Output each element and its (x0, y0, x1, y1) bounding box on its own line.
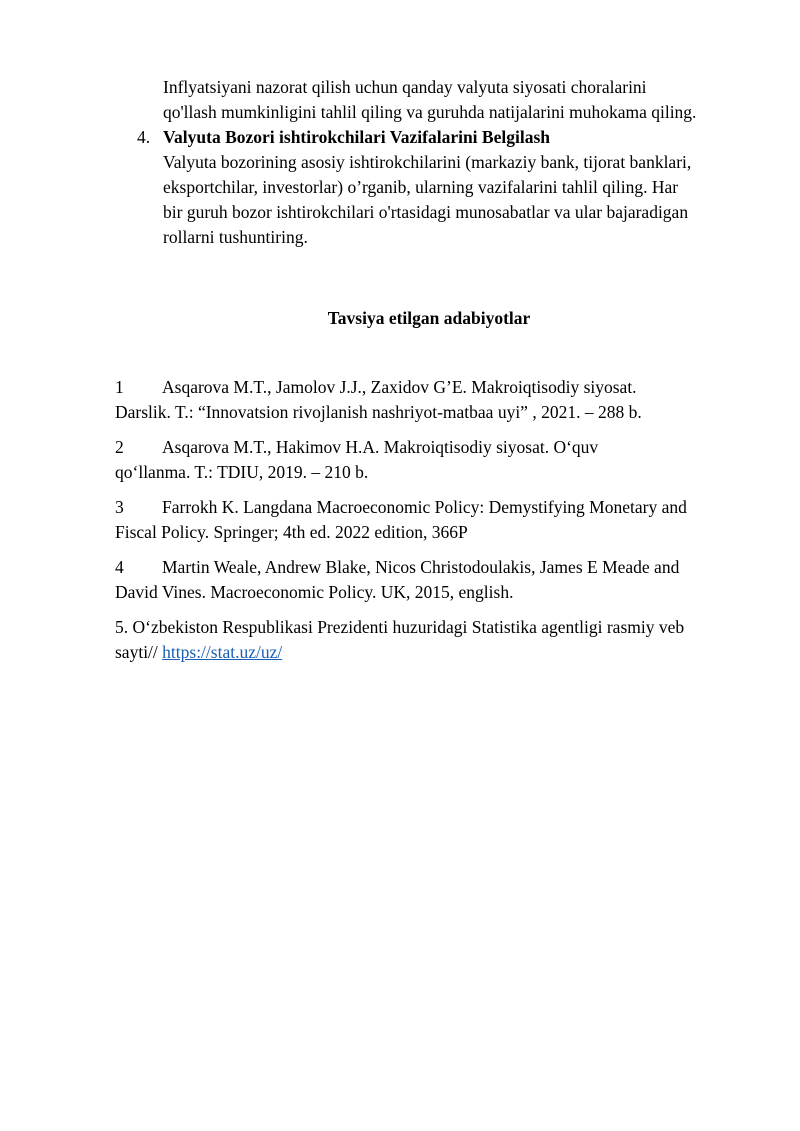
task-line: eksportchilar, investorlar) o’rganib, ularning vazifalarini tahlil qiling. Har (163, 177, 679, 197)
reference-item (115, 495, 745, 545)
reference-text: Fiscal Policy. Springer; 4th ed. 2022 edition, 366P (115, 522, 468, 542)
reference-text: qo‘llanma. T.: TDIU, 2019. – 210 b. (115, 462, 369, 482)
task-number: 4. (137, 127, 151, 147)
reference-text: 5. O‘zbekiston Respublikasi Prezidenti huzuridagi Statistika agentligi rasmiy veb (115, 617, 685, 637)
reference-text: Martin Weale, Andrew Blake, Nicos Christodoulakis, James E Meade and (162, 557, 680, 577)
reference-item (115, 555, 745, 605)
task-continuation (163, 75, 763, 125)
task-item-4 (137, 125, 763, 250)
reference-item (115, 615, 745, 665)
reference-list (115, 375, 745, 675)
reference-item (115, 435, 745, 485)
reference-number: 1 (115, 377, 124, 397)
task-line: rollarni tushuntiring. (163, 227, 308, 247)
task-continuation-line: Inflyatsiyani nazorat qilish uchun qanday valyuta siyosati choralarini (163, 77, 647, 97)
reference-text: David Vines. Macroeconomic Policy. UK, 2015, english. (115, 582, 514, 602)
reference-number: 3 (115, 497, 124, 517)
reference-item (115, 375, 745, 425)
reference-text: Farrokh K. Langdana Macroeconomic Policy: Demystifying Monetary and (162, 497, 687, 517)
task-continuation-line: qo'llash mumkinligini tahlil qiling va guruhda natijalarini muhokama qiling. (163, 102, 697, 122)
task-title: Valyuta Bozori ishtirokchilari Vazifalarini Belgilash (163, 127, 550, 147)
section-heading: Tavsiya etilgan adabiyotlar (327, 308, 531, 328)
reference-number: 2 (115, 437, 124, 457)
reference-text: sayti// (115, 642, 163, 662)
statistics-website-link[interactable]: https://stat.uz/uz/ (162, 642, 283, 662)
reference-text: Asqarova M.T., Hakimov H.A. Makroiqtisodiy siyosat. O‘quv (162, 437, 599, 457)
reference-number: 4 (115, 557, 124, 577)
task-line: bir guruh bozor ishtirokchilari o'rtasidagi munosabatlar va ular bajaradigan (163, 202, 689, 222)
reference-text: Asqarova M.T., Jamolov J.J., Zaxidov G’E. Makroiqtisodiy siyosat. (162, 377, 637, 397)
task-line: Valyuta bozorining asosiy ishtirokchilarini (markaziy bank, tijorat banklari, (163, 152, 692, 172)
reference-text: Darslik. T.: “Innovatsion rivojlanish nashriyot-matbaa uyi” , 2021. – 288 b. (115, 402, 642, 422)
